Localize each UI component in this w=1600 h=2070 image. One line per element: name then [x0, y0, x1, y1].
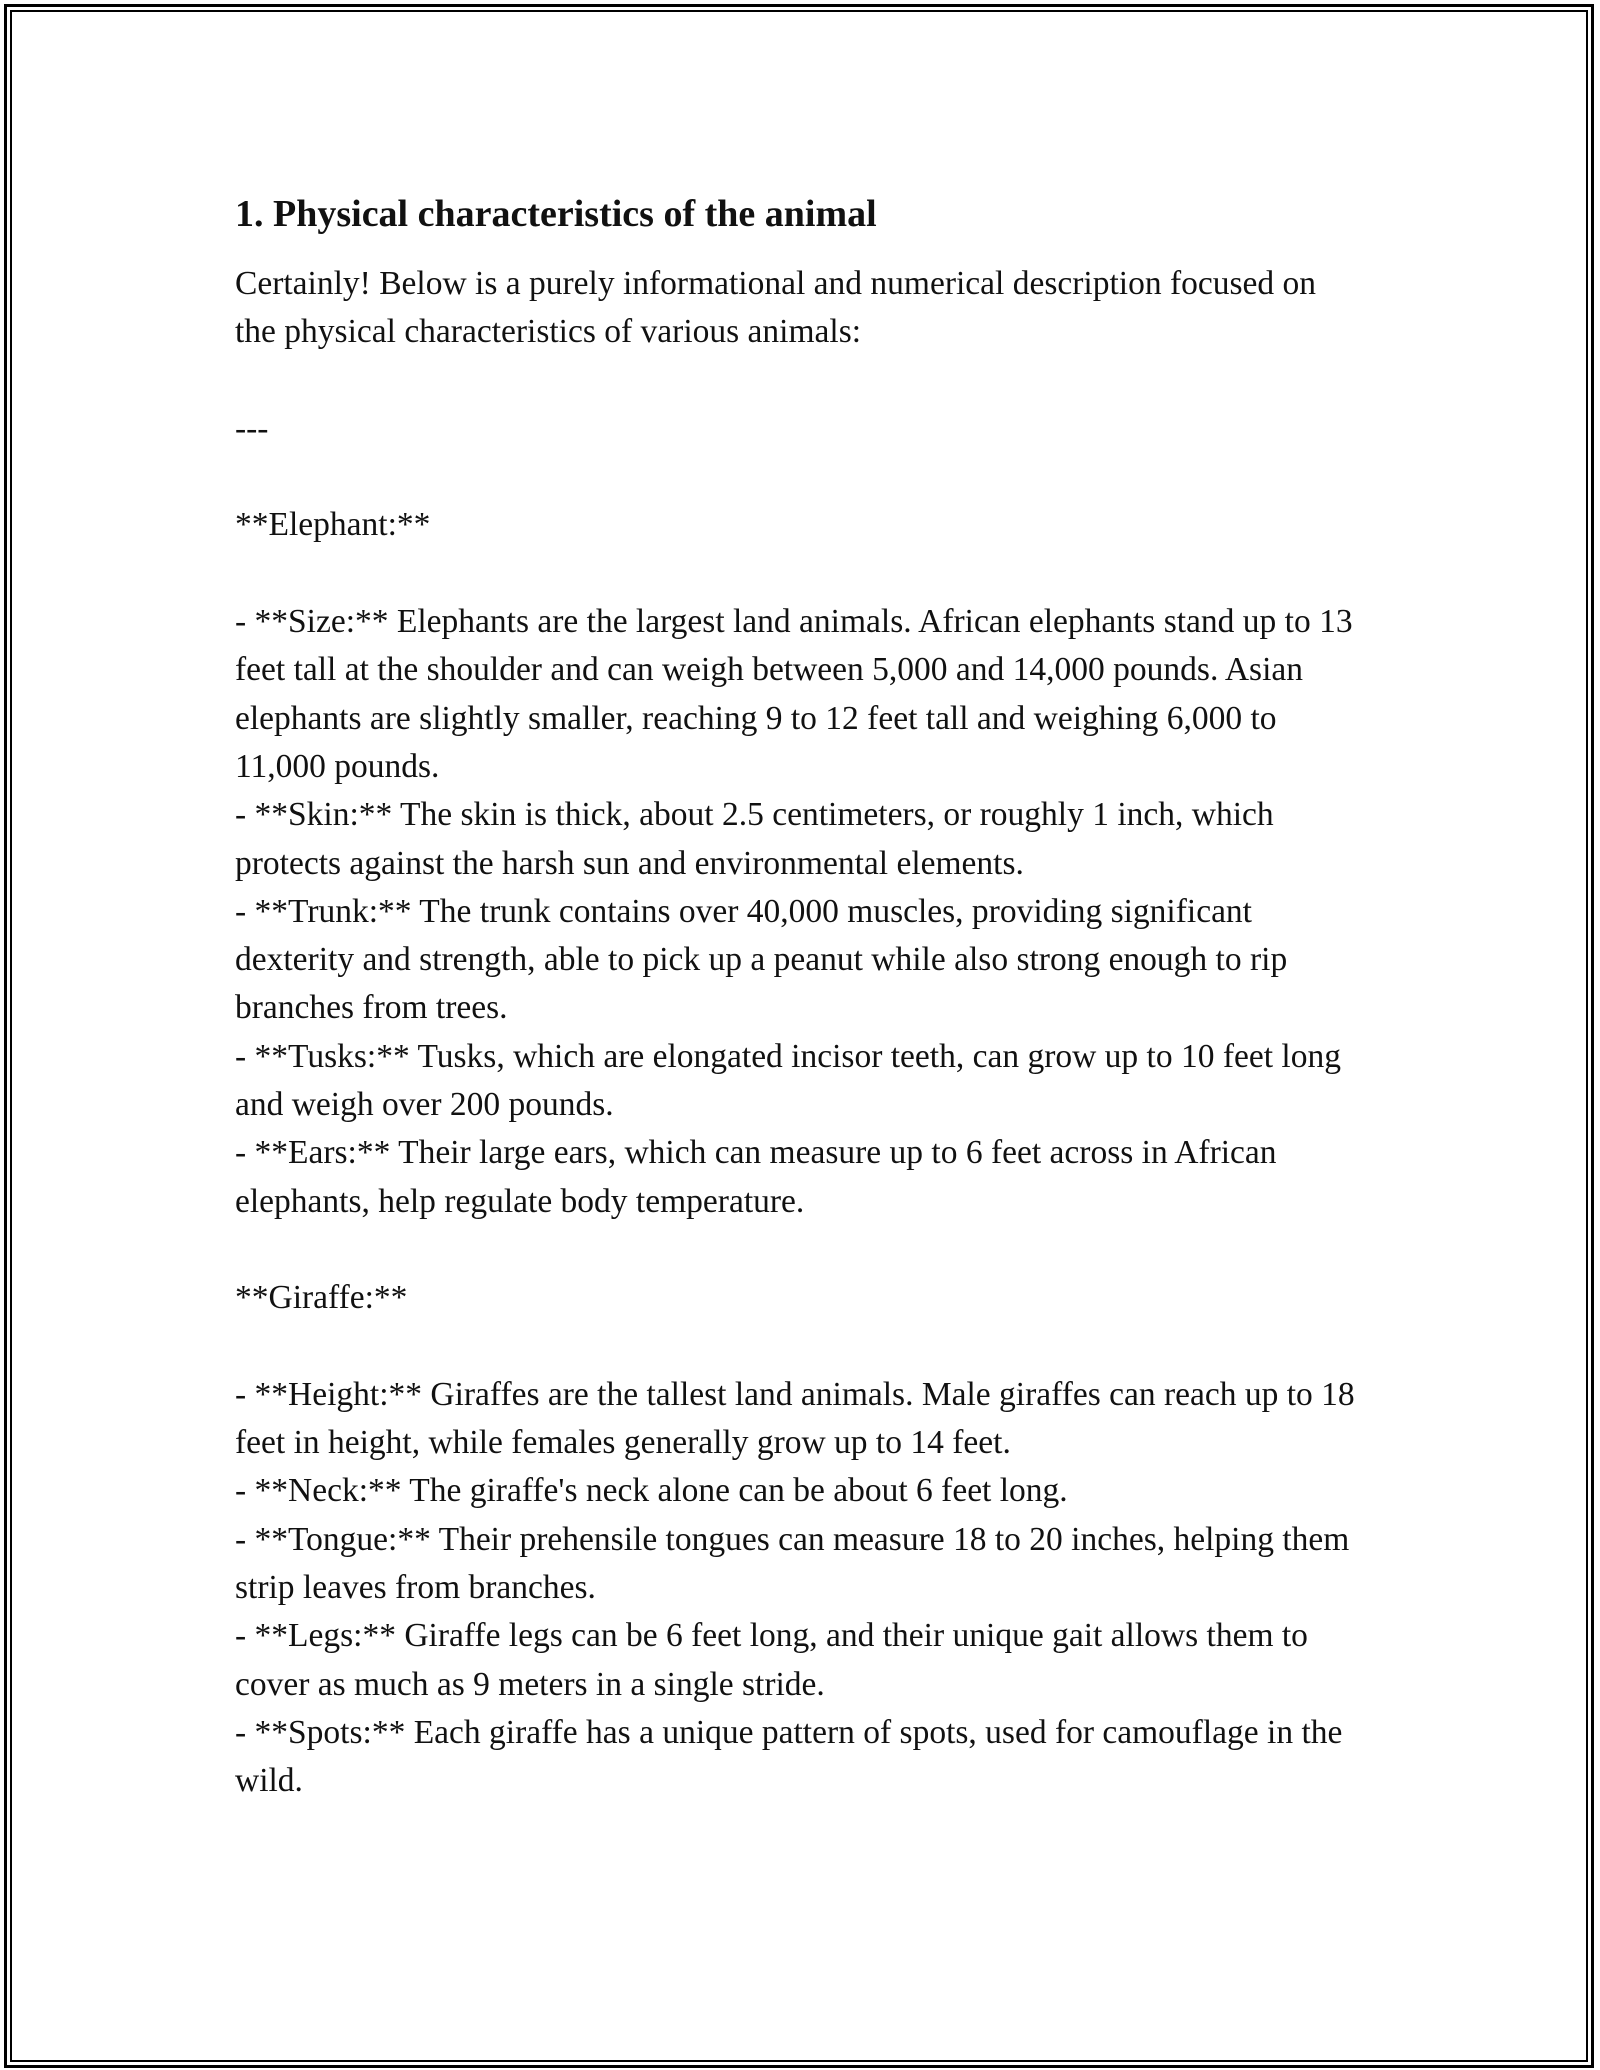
blank-line [235, 550, 1365, 598]
list-item: - **Spots:** Each giraffe has a unique pattern of spots, used for camouflage in the wild. [235, 1713, 1343, 1800]
page-title: 1. Physical characteristics of the animal [235, 193, 877, 235]
blank-line [235, 453, 1365, 501]
list-item: - **Legs:** Giraffe legs can be 6 feet long, and their unique gait allows them to cover as much as 9 meters in a single stride. [235, 1617, 1308, 1703]
section-title-giraffe: **Giraffe:** [235, 1279, 408, 1317]
blank-line [235, 357, 1365, 405]
list-item: - **Size:** Elephants are the largest land animals. African elephants stand up to 13 feet tall at the shoulder and can weigh between 5,000 and 14,000 pounds. Asian elephants are slightly smaller, reaching 9 to 12 feet tall and weighing 6,000 to 11,000 pounds. [235, 603, 1353, 785]
list-item: - **Neck:** The giraffe's neck alone can be about 6 feet long. [235, 1472, 1068, 1510]
list-item: - **Trunk:** The trunk contains over 40,000 muscles, providing significant dexterity and strength, able to pick up a peanut while also strong enough to rip branches from trees. [235, 892, 1288, 1027]
separator-line: --- [235, 409, 269, 447]
blank-line [235, 1323, 1365, 1371]
blank-line [235, 1226, 1365, 1274]
document-body [235, 186, 1365, 1806]
section-title-elephant: **Elephant:** [235, 506, 431, 544]
list-item: - **Height:** Giraffes are the tallest land animals. Male giraffes can reach up to 18 feet in height, while females generally grow up to 14 feet. [235, 1375, 1355, 1462]
list-item: - **Ears:** Their large ears, which can measure up to 6 feet across in African elephants, help regulate body temperature. [235, 1134, 1277, 1220]
intro-paragraph: Certainly! Below is a purely informational and numerical description focused on the physical characteristics of various animals: [235, 265, 1316, 351]
list-item: - **Tusks:** Tusks, which are elongated incisor teeth, can grow up to 10 feet long and weigh over 200 pounds. [235, 1037, 1341, 1124]
list-item: - **Skin:** The skin is thick, about 2.5 centimeters, or roughly 1 inch, which protects against the harsh sun and environmental elements. [235, 796, 1274, 882]
list-item: - **Tongue:** Their prehensile tongues can measure 18 to 20 inches, helping them strip leaves from branches. [235, 1520, 1350, 1607]
